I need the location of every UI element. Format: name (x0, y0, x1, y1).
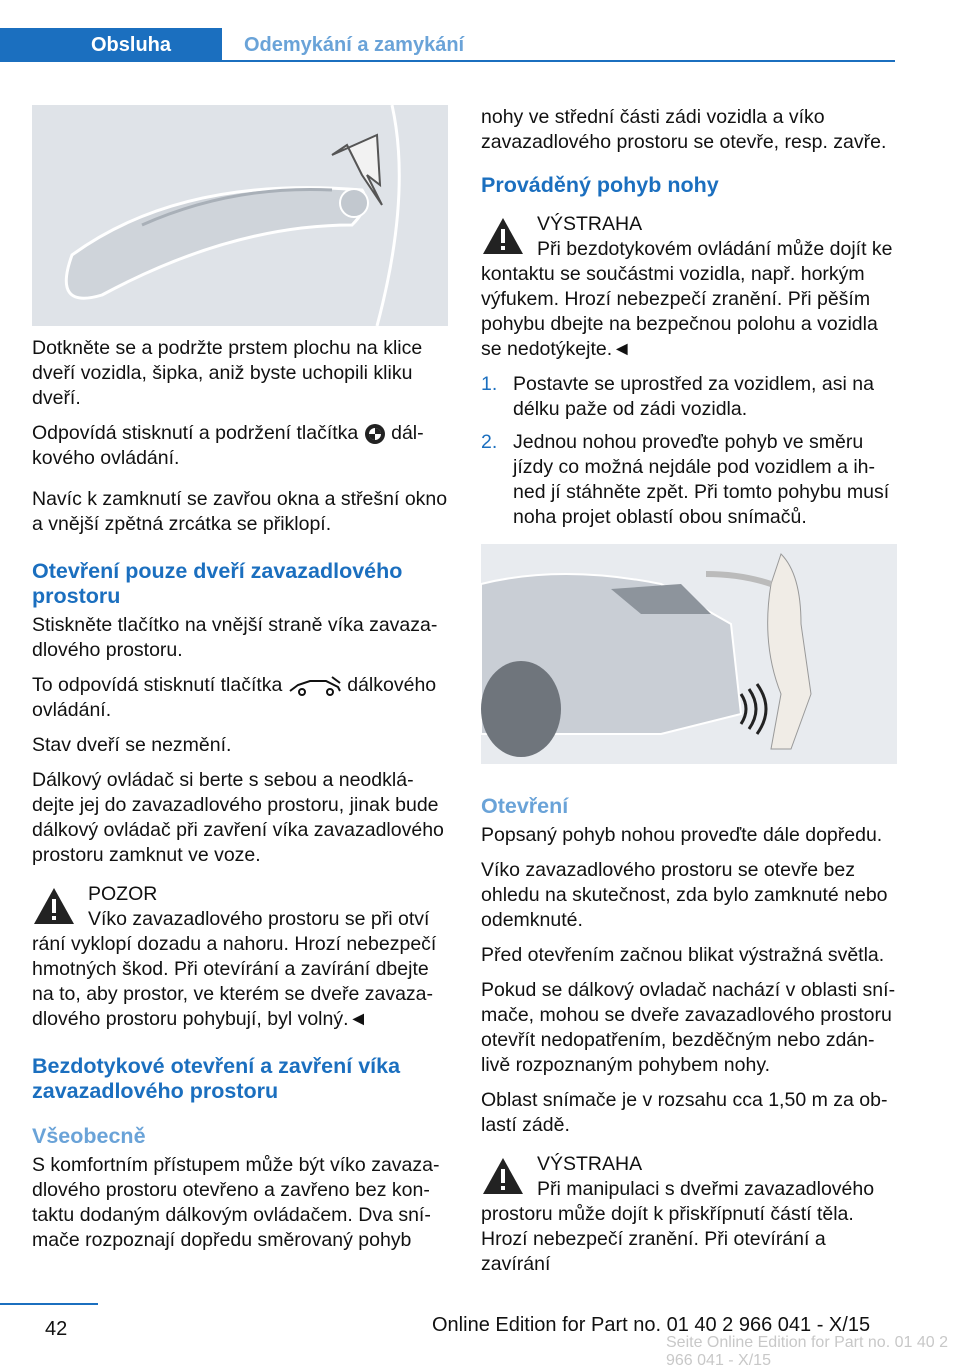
door-handle-illustration (32, 105, 448, 326)
heading-foot-movement: Prováděný pohyb nohy (481, 173, 719, 197)
warning-box (481, 1152, 897, 1277)
bmw-button-icon (364, 423, 386, 445)
footer-rule (0, 1303, 98, 1305)
list-item: 1. Postavte se uprostřed za vozidlem, asi na délku paže od zádi vozidla. (481, 373, 874, 420)
warning-title: VÝSTRAHA (537, 213, 643, 235)
paragraph: Víko zavazadlového prostoru se otevře bez ohledu na skutečnost, zda bylo zamknuté nebo odemknuté. (481, 859, 888, 931)
section-tab[interactable]: Obsluha (0, 28, 222, 62)
left-column (32, 105, 448, 1263)
page-header (0, 0, 960, 62)
caution-box (32, 882, 448, 1032)
heading-contactless: Bezdotykové otevření a zavření víka zavazadlového prostoru (32, 1054, 401, 1103)
paragraph: S komfortním přístupem může být víko zavazadlového prostoru otevřeno a zavřeno bez kontaktu dodaným dálkovým ovládačem. Dva snímače rozpoznají dopředu směrovaný pohyb (32, 1154, 440, 1251)
foot-gesture-illustration (481, 544, 897, 764)
paragraph: Navíc k zamknutí se zavřou okna a střešní okno a vnější zpětná zrcátka se přiklopí. (32, 488, 448, 535)
header-rule (0, 60, 895, 62)
warning-text-first: Při bezdotykovém ovládání může dojít ke (537, 238, 893, 260)
warning-text-first: Při manipulaci s dveřmi zavazadlového (537, 1178, 875, 1200)
heading-trunk-only: Otevření pouze dveří zavazadlového prostoru (32, 559, 403, 608)
paragraph: Popsaný pohyb nohou proveďte dále dopředu. (481, 824, 883, 846)
paragraph: Dálkový ovládač si berte s sebou a neodkládejte jej do zavazadlového prostoru, jinak bude dálkový ovládač při zavření víka zavazadlového prostoru zamknut ve voze. (32, 769, 444, 866)
door-handle-figure (32, 105, 448, 326)
caution-text: rání vyklopí dozadu a nahoru. Hrozí nebezpečí hmotných škod. Při otevírání a zavírání dbejte na to, aby prostor, ve kterém se dveře zavazadlového prostoru pohybují, byl volný.◄ (32, 933, 437, 1030)
edition-text: Online Edition for Part no. 01 40 2 966 041 - X/15 (432, 1314, 871, 1336)
paragraph: Oblast snímače je v rozsahu cca 1,50 m za oblastí zádě. (481, 1089, 888, 1136)
heading-open: Otevření (481, 794, 569, 818)
paragraph: Před otevřením začnou blikat výstražná světla. (481, 944, 885, 966)
warning-triangle-icon (481, 1156, 525, 1196)
watermark-text: Seite Online Edition for Part no. 01 40 2 966 041 - X/15 (666, 1334, 948, 1369)
paragraph: Pokud se dálkový ovladač nachází v oblasti snímače, mohou se dveře zavazadlového prostoru otevřít nedopatřením, bezděčným nebo zdánlivě rozpoznaným pohybem nohy. (481, 979, 896, 1076)
paragraph: nohy ve střední části zádi vozidla a víko zavazadlového prostoru se otevře, resp. zavře. (481, 106, 887, 153)
paragraph: Dotkněte se a podržte prstem plochu na klice dveří vozidla, šipka, aniž byste uchopili kliku dveří. (32, 337, 423, 409)
paragraph: Stav dveří se nezmění. (32, 734, 232, 756)
caution-text-first: Víko zavazadlového prostoru se při otví (88, 908, 430, 930)
caution-title: POZOR (88, 883, 158, 905)
list-item: 2. Jednou nohou proveďte pohyb ve směru jízdy co možná nejdále pod vozidlem a ihned jí stáhněte zpět. Při tomto pohybu musí noha projet oblastí obou snímačů. (481, 431, 890, 528)
warning-triangle-icon (32, 886, 76, 926)
warning-text: prostoru může dojít k přiskřípnutí částí těla. Hrozí nebezpečí zranění. Při otevírání a zavírání (481, 1203, 854, 1275)
foot-gesture-figure (481, 544, 897, 764)
page-number: 42 (45, 1318, 68, 1340)
paragraph-with-icon: To odpovídá stisknutí tlačítka dálkového ovládání. (32, 674, 437, 721)
paragraph-with-icon: Odpovídá stisknutí a podržení tlačítka dálkového ovládání. (32, 422, 424, 469)
chapter-title[interactable]: Odemykání a zamykání (244, 33, 465, 56)
paragraph: Stiskněte tlačítko na vnější straně víka zavazadlového prostoru. (32, 614, 438, 661)
warning-title: VÝSTRAHA (537, 1153, 643, 1175)
right-column (481, 105, 897, 1287)
warning-triangle-icon (481, 216, 525, 256)
car-trunk-button-icon (288, 675, 342, 697)
warning-text: kontaktu se součástmi vozidla, např. horkým výfukem. Hrozí nebezpečí zranění. Při pěším pohybu dbejte na bezpečnou polohu a vozidla se nedotýkejte.◄ (481, 263, 878, 360)
steps-list (481, 372, 897, 530)
warning-box (481, 212, 897, 362)
heading-general: Všeobecně (32, 1124, 146, 1148)
